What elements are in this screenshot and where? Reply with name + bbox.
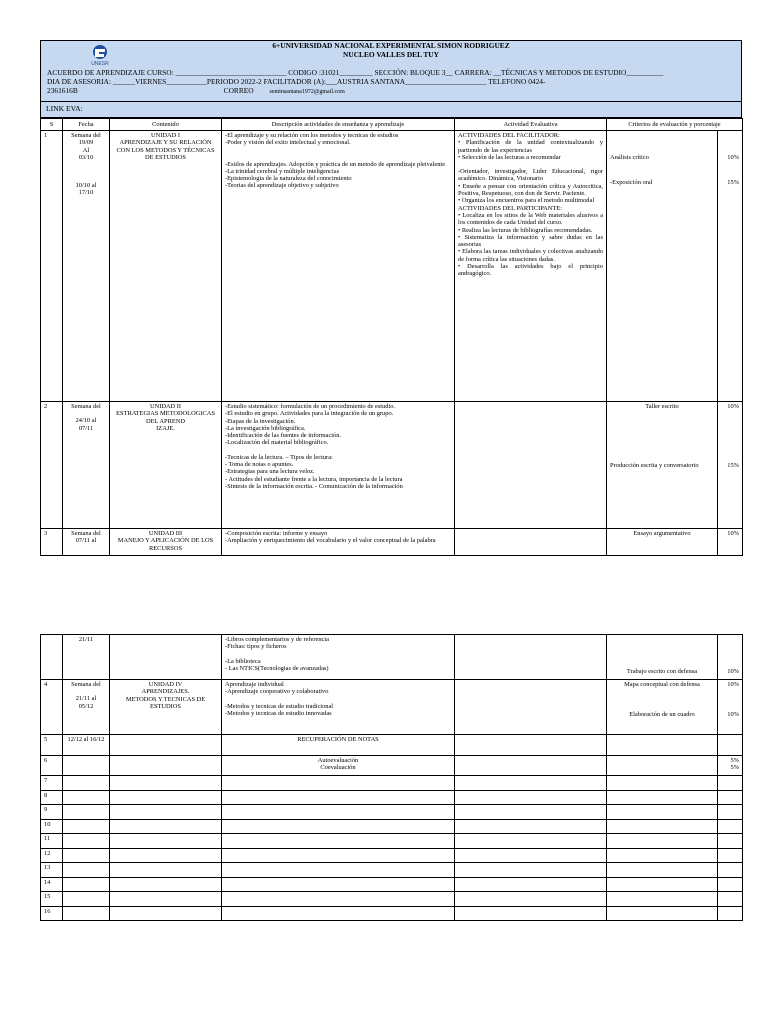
cell-line: • Sistematiza la información y sabre dudas en las asesorias	[458, 233, 603, 249]
row-contenido	[110, 131, 222, 402]
row-number: 7	[41, 776, 63, 791]
table-row	[41, 735, 743, 756]
empty-cell	[455, 805, 607, 820]
empty-table-row	[41, 776, 743, 791]
table-row	[41, 680, 743, 735]
cell-line: Semana del	[71, 530, 101, 537]
row-number: 13	[41, 863, 63, 878]
cell-line: UNIDAD IV	[148, 681, 183, 688]
evaluation-types	[222, 756, 455, 776]
cell-line: Semana del	[71, 403, 101, 410]
row-number: 1	[41, 131, 63, 402]
cell-line: -Metodos y tecnicas de estudio innovadas	[225, 709, 332, 717]
row-fecha: 12/12 al 16/12	[63, 735, 110, 756]
row-fecha	[63, 529, 110, 556]
empty-cell	[718, 863, 743, 878]
row-number: 6	[41, 756, 63, 776]
empty-cell	[63, 906, 110, 921]
criterio: Análisis crítico	[610, 154, 649, 161]
cell-line: IZAJE.	[156, 424, 175, 432]
cell-line: APRENDIZAJE Y SU RELACIÓN CON LOS METODOS Y TÉCNICAS DE ESTUDIOS	[116, 139, 215, 161]
empty-cell	[63, 819, 110, 834]
empty-cell	[222, 906, 455, 921]
cell-line	[225, 154, 451, 161]
empty-cell	[110, 877, 222, 892]
empty-table-row	[41, 863, 743, 878]
empty-cell	[455, 863, 607, 878]
cell-line	[458, 161, 603, 168]
empty-cell	[63, 877, 110, 892]
cell-line	[225, 447, 451, 454]
cell-line: 07/11 al	[75, 537, 97, 545]
empty-cell	[110, 834, 222, 849]
col-s: S	[41, 119, 63, 131]
empty-cell	[607, 906, 718, 921]
cell-line: 10/10 al	[75, 182, 97, 190]
cell-line	[66, 688, 106, 695]
row-porcentaje: 10%	[718, 529, 743, 556]
empty-cell	[222, 776, 455, 791]
table-row	[41, 402, 743, 529]
cell-line: 05/12	[78, 702, 94, 710]
cell-line: 24/10 al	[75, 417, 97, 425]
row-fecha	[63, 402, 110, 529]
row-number: 2	[41, 402, 63, 529]
plan-table-continued	[40, 634, 743, 921]
correo-value: seminsantana1972@gmail.com	[269, 89, 345, 95]
row-criterios	[607, 402, 718, 529]
row-descripcion	[222, 402, 455, 529]
row-number: 5	[41, 735, 63, 756]
cell-line: • Elabora las tareas individuales y colectivas analizando de forma crítica las situaciones dadas.	[458, 248, 603, 263]
empty-cell	[110, 790, 222, 805]
col-criterios: Criterios de evaluación y porcentaje	[607, 119, 743, 131]
row-porcentaje	[718, 680, 743, 735]
empty-table-row	[41, 790, 743, 805]
cell-line: -Composición escrita: informe y ensayo	[225, 530, 328, 537]
row-descripcion	[222, 635, 455, 680]
logo-text: UNESR	[91, 61, 109, 66]
empty-cell	[63, 790, 110, 805]
empty-table-row	[41, 805, 743, 820]
empty-cell	[718, 848, 743, 863]
empty-cell	[718, 892, 743, 907]
criterio: Producción escrita y conversatorio	[610, 462, 699, 470]
empty-cell	[607, 863, 718, 878]
row-number: 15	[41, 892, 63, 907]
porcentaje: 10%	[727, 681, 739, 688]
empty-cell	[607, 805, 718, 820]
empty-cell	[607, 877, 718, 892]
empty-cell	[222, 877, 455, 892]
porcentaje: 5%	[730, 764, 739, 772]
col-descripcion: Descripción actividades de enseñanza y aprendizaje	[222, 119, 455, 131]
page-1	[40, 40, 742, 556]
porcentaje: 10%	[727, 403, 739, 410]
link-eva-label: LINK EVA:	[46, 104, 83, 113]
cell-line: - Las NTICS(Tecnologias de avanzadas)	[225, 664, 329, 672]
header-line-asesoria: DIA DE ASESORIA: ______VIERNES___________PERIODO 2022-2 FACILITADOR (A):___AUSTRIA SANTANA______________________ TELEFONO 0424-	[47, 77, 546, 86]
row-descripcion	[222, 529, 455, 556]
row-number: 14	[41, 877, 63, 892]
porcentaje: 15%	[727, 179, 739, 187]
empty-table-row	[41, 819, 743, 834]
row-criterios	[607, 680, 718, 735]
empty-cell	[63, 776, 110, 791]
link-eva-row	[40, 102, 742, 118]
cell-line	[66, 161, 106, 168]
empty-table-row	[41, 877, 743, 892]
cell-line: 07/11	[78, 424, 94, 432]
empty-cell	[607, 776, 718, 791]
cell-line	[66, 175, 106, 182]
empty-cell	[607, 834, 718, 849]
criterio: Elaboración de un cuadro	[629, 711, 695, 719]
cell-line: -Libros complementarios y de referencia	[225, 636, 329, 643]
row-number: 11	[41, 834, 63, 849]
cell-line: • Realiza las lecturas de bibliografías recomendadas.	[458, 226, 593, 234]
empty-cell	[222, 834, 455, 849]
university-name: 6+UNIVERSIDAD NACIONAL EXPERIMENTAL SIMON RODRIGUEZ	[272, 41, 510, 50]
row-number: 3	[41, 529, 63, 556]
empty-cell	[222, 805, 455, 820]
row-criterios: Ensayo argumentativo	[607, 529, 718, 556]
cell-line: -Epistemologia de la naturaleza del conocimiento	[225, 175, 352, 183]
cell-line: Semana del	[71, 132, 101, 139]
empty-cell	[718, 805, 743, 820]
empty-cell	[455, 877, 607, 892]
empty-cell	[110, 863, 222, 878]
cell-line	[225, 696, 451, 703]
empty-cell	[63, 805, 110, 820]
empty-cell	[110, 819, 222, 834]
header-line-curso: ACUERDO DE APRENDIZAJE CURSO: ______________________________ CODIGO :31021_________ SECCIÓN: BLOQUE 3__ CARRERA: __TÉCNICAS Y METODOS DE ESTUDIO__________	[47, 68, 664, 77]
cell-line: • Localiza en los sitios de la Web materiales alusivos a los contenidos de cada Unidad del curso.	[458, 211, 603, 227]
col-fecha: Fecha	[63, 119, 110, 131]
cell-line: UNIDAD II	[149, 403, 182, 410]
cell-line: UNIDAD III	[148, 530, 183, 537]
empty-cell	[455, 776, 607, 791]
table-header-row	[41, 119, 743, 131]
cell-line: -Poder y visión del exito intelectual y emocional.	[225, 139, 351, 147]
row-contenido	[110, 402, 222, 529]
correo-label: CORREO	[223, 86, 254, 95]
empty-cell	[222, 863, 455, 878]
row-number: 10	[41, 819, 63, 834]
cell-line: -Ampliación y enriquecimiento del vocabulario y el valor conceptual de la palabra	[225, 537, 436, 545]
recuperacion-label: RECUPERACIÓN DE NOTAS	[222, 735, 455, 756]
cell-line: -Estilos de aprendizajes. Adopción y práctica de un metodo de aprendizaje pleivalente	[225, 160, 446, 168]
cell-line: -Localización del material bibliográfico.	[225, 439, 329, 447]
table-row-continued	[41, 635, 743, 680]
row-fecha	[63, 680, 110, 735]
cell-line: Al	[82, 146, 90, 154]
cell-line: UNIDAD I	[151, 132, 180, 139]
cell-line	[225, 147, 451, 154]
cell-line: -Tecnicas de la lectura. – Tipos de lectura:	[225, 453, 333, 461]
row-descripcion	[222, 131, 455, 402]
cell-line: - Actitudes del estudiante frente a la lectura, importancia de la lectura	[225, 475, 403, 483]
cell-line: ACTIVIDADES DEL FACILITADOR:	[458, 132, 560, 139]
empty-cell	[63, 892, 110, 907]
empty-cell	[718, 790, 743, 805]
row-fecha: 21/11	[63, 635, 110, 680]
row-porcentaje: 10%	[718, 635, 743, 680]
empty-cell	[607, 819, 718, 834]
row-porcentaje	[718, 756, 743, 776]
cell-line: 21/11 al	[75, 695, 97, 703]
empty-cell	[110, 776, 222, 791]
empty-cell	[63, 863, 110, 878]
table-row	[41, 131, 743, 402]
row-descripcion	[222, 680, 455, 735]
header-block	[40, 40, 742, 102]
cell-line: -El aprendizaje y su relación con los metodos y tecnicas de estudios	[225, 132, 399, 139]
cell-line: • Organiza los encuentros para el metodo multimodal	[458, 197, 595, 205]
row-number: 16	[41, 906, 63, 921]
cell-line: • Selección de las lecturas a recomendar	[458, 153, 561, 161]
row-porcentaje	[718, 402, 743, 529]
row-evaluativa	[455, 529, 607, 556]
criterio: Taller escrito	[645, 403, 679, 410]
cell-line: -Orientador, investigador, Lider Educacional, rigor académico. Dinámica, Visionario	[458, 168, 603, 183]
empty-cell	[455, 892, 607, 907]
row-number: 4	[41, 680, 63, 735]
cell-line: -Aprendizaje cooperativo y colaborativo	[225, 688, 329, 696]
empty-cell	[718, 834, 743, 849]
empty-cell	[455, 834, 607, 849]
cell-line: 17/10	[78, 189, 94, 197]
row-contenido	[110, 680, 222, 735]
empty-cell	[607, 790, 718, 805]
cell-line: -El estudio en grupo. Actividades para la integración de un grupo.	[225, 410, 394, 418]
autoevaluacion: Autoevaluación	[317, 757, 359, 764]
cell-line: -Teorias del aprendizaje objetivo y subjetivo	[225, 182, 339, 190]
header-line-correo	[47, 87, 359, 97]
nucleo-name: NUCLEO VALLES DEL TUY	[343, 50, 439, 59]
empty-cell	[222, 790, 455, 805]
porcentaje: 5%	[730, 757, 739, 764]
row-number: 8	[41, 790, 63, 805]
cell-line: -Metodos y tecnicas de estudio tradicional	[225, 702, 334, 710]
cell-line	[66, 410, 106, 417]
empty-cell	[607, 848, 718, 863]
cell-line: ESTRATEGIAS METODOLOGICAS DEL APREND	[116, 410, 215, 425]
porcentaje: 10%	[727, 711, 739, 719]
cell-line: ACTIVIDADES DEL PARTICIPANTE:	[458, 204, 562, 212]
coevaluacion: Coevaluación	[320, 764, 356, 772]
cell-line: APRENDIZAJES.	[141, 688, 190, 696]
cell-line	[225, 651, 451, 658]
cell-line: METODOS Y TECNICAS DE ESTUDIOS	[125, 695, 206, 710]
row-fecha	[63, 131, 110, 402]
cell-line: -La trinidad cerebral y múltiple inteligencias	[225, 167, 340, 175]
cell-line: -La investigación bibliográfica.	[225, 424, 306, 432]
empty-cell	[718, 819, 743, 834]
row-number: 12	[41, 848, 63, 863]
empty-cell	[222, 848, 455, 863]
row-criterios	[607, 131, 718, 402]
empty-table-row	[41, 892, 743, 907]
cell-line: -La biblioteca	[225, 657, 261, 665]
empty-cell	[222, 819, 455, 834]
empty-cell	[110, 848, 222, 863]
page-2	[40, 634, 742, 921]
empty-cell	[222, 892, 455, 907]
cell-line: -Identificación de las fuentes de información.	[225, 432, 342, 440]
col-evaluativa: Actividad Evaluativa	[455, 119, 607, 131]
row-contenido	[110, 529, 222, 556]
row-criterios: Trabajo escrito con defensa	[607, 635, 718, 680]
cell-line: 03/10	[78, 153, 94, 161]
empty-cell	[718, 776, 743, 791]
porcentaje: 15%	[727, 462, 739, 470]
plan-table	[40, 118, 743, 556]
cell-line: -Etapas de la investigación.	[225, 417, 296, 425]
empty-table-row	[41, 834, 743, 849]
empty-cell	[455, 790, 607, 805]
cell-line: MANEJO Y APLICACIÓN DE LOS RECURSOS	[117, 537, 214, 552]
row-number: 9	[41, 805, 63, 820]
cell-line: Semana del	[71, 681, 101, 688]
empty-cell	[63, 848, 110, 863]
empty-table-row	[41, 906, 743, 921]
empty-cell	[455, 848, 607, 863]
empty-rows	[41, 776, 743, 921]
porcentaje: 10%	[727, 154, 739, 161]
criterio: -Exposición oral	[610, 179, 653, 187]
row-porcentaje	[718, 131, 743, 402]
cell-line: • Enseñe a pensar con orientación crítica y Autocritica, Positiva, Respetuoso, con don de Servir. Paciente.	[458, 182, 603, 198]
cell-line: - Toma de notas o apuntes.	[225, 461, 294, 469]
row-evaluativa	[455, 131, 607, 402]
table-row	[41, 529, 743, 556]
cell-line: Aprendizaje individual	[225, 681, 284, 688]
empty-cell	[110, 805, 222, 820]
phone-rest: 2361616B	[47, 86, 78, 95]
row-evaluativa	[455, 402, 607, 529]
cell-line: • Desarrolla las actividades bajo el principio andragógico.	[458, 263, 603, 278]
table-row	[41, 756, 743, 776]
empty-cell	[718, 906, 743, 921]
criterio: Mapa conceptual con defensa	[624, 681, 700, 688]
cell-line: • Planificación de la unidad contextualizando y partiendo de las experiencias	[458, 139, 603, 154]
cell-line: 19/09	[78, 139, 94, 147]
empty-cell	[110, 906, 222, 921]
empty-cell	[455, 906, 607, 921]
empty-cell	[455, 819, 607, 834]
empty-cell	[63, 834, 110, 849]
cell-line: -Sintesis de la información escrita. - Comunicación de la información	[225, 482, 403, 490]
empty-cell	[718, 877, 743, 892]
empty-table-row	[41, 848, 743, 863]
empty-cell	[607, 892, 718, 907]
cell-line	[66, 168, 106, 175]
cell-line: -Estrategias para una lectura veloz.	[225, 468, 315, 476]
col-contenido: Contenido	[110, 119, 222, 131]
empty-cell	[110, 892, 222, 907]
cell-line: -Estudio sistemático: formulación de un procedimiento de estudio.	[225, 403, 396, 410]
cell-line: -Fichas: tipos y ficheros	[225, 643, 287, 651]
